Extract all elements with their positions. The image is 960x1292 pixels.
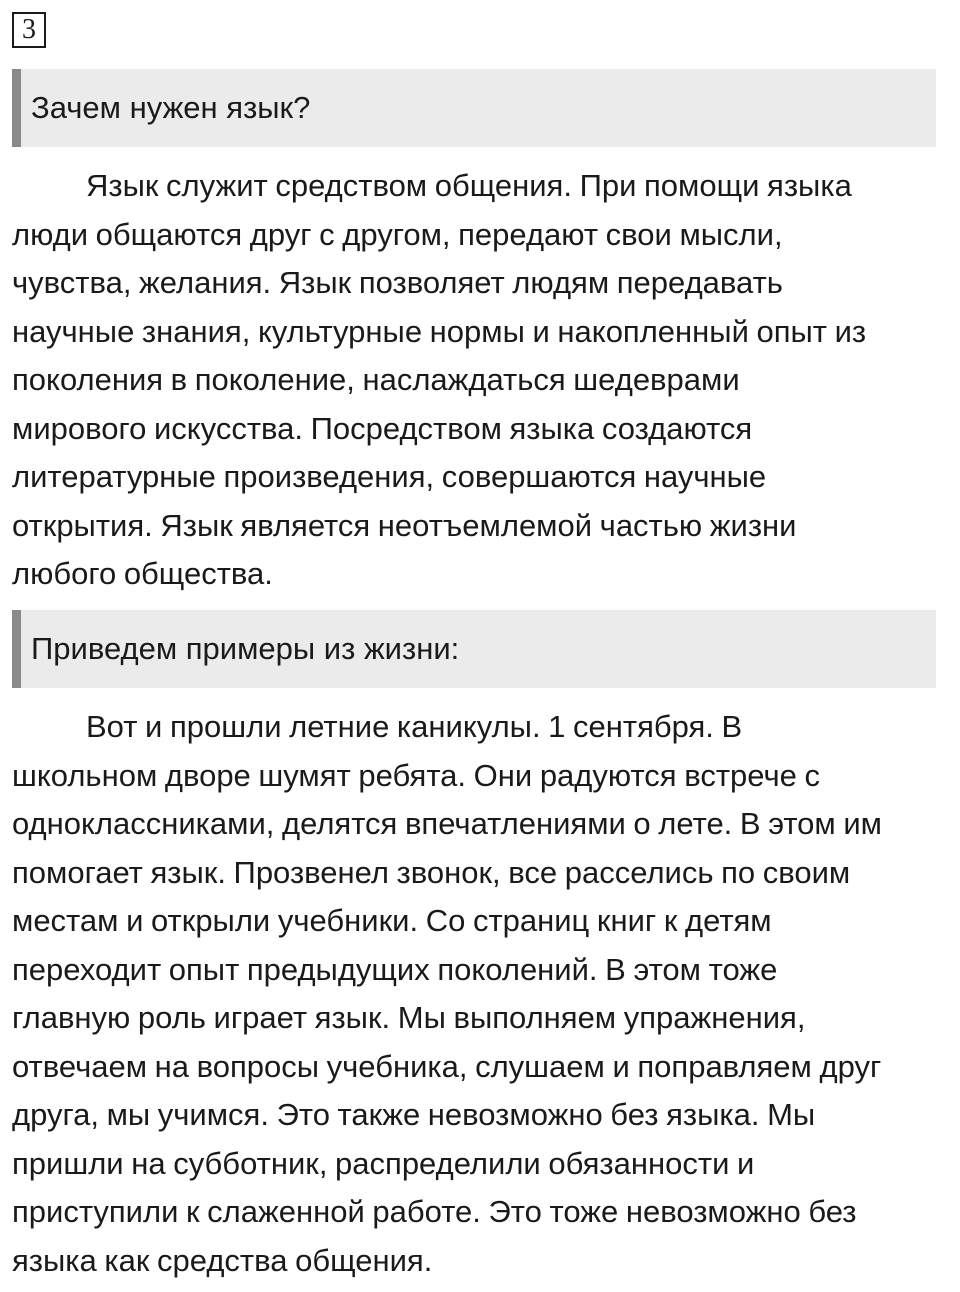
text-line: научные знания, культурные нормы и накопленный опыт из bbox=[12, 313, 867, 349]
text-line: отвечаем на вопросы учебника, слушаем и поправляем друг bbox=[12, 1048, 882, 1084]
text-line: Язык служит средством общения. При помощи языка bbox=[86, 168, 852, 203]
text-line: школьном дворе шумят ребята. Они радуются встрече с bbox=[12, 757, 820, 793]
text-line: люди общаются друг с другом, передают свои мысли, bbox=[12, 216, 783, 252]
text-line: приступили к слаженной работе. Это тоже невозможно без bbox=[12, 1194, 857, 1229]
text-line: переходит опыт предыдущих поколений. В этом тоже bbox=[12, 951, 778, 987]
text-line: Вот и прошли летние каникулы. 1 сентября. В bbox=[86, 709, 743, 744]
text-line: открытия. Язык является неотъемлемой частью жизни bbox=[12, 507, 797, 543]
section-heading-life-examples: Приведем примеры из жизни: bbox=[12, 610, 936, 688]
paragraph-why-language bbox=[12, 162, 952, 599]
text-line: языка как средства общения. bbox=[12, 1242, 433, 1278]
text-line: главную роль играет язык. Мы выполняем упражнения, bbox=[12, 1000, 806, 1035]
text-line: поколения в поколение, наслаждаться шедеврами bbox=[12, 362, 740, 397]
text-line: литературные произведения, совершаются научные bbox=[12, 459, 767, 494]
text-line: мирового искусства. Посредством языка создаются bbox=[12, 410, 753, 446]
text-line: одноклассниками, делятся впечатлениями о лете. В этом им bbox=[12, 806, 882, 841]
section-heading-why-language: Зачем нужен язык? bbox=[12, 69, 936, 147]
paragraph-life-examples bbox=[12, 703, 952, 1285]
text-line: помогает язык. Прозвенел звонок, все расселись по своим bbox=[12, 854, 851, 890]
text-line: чувства, желания. Язык позволяет людям передавать bbox=[12, 265, 783, 300]
text-line: местам и открыли учебники. Со страниц книг к детям bbox=[12, 903, 772, 938]
text-line: любого общества. bbox=[12, 556, 273, 591]
task-number-box: 3 bbox=[12, 12, 46, 48]
text-line: друга, мы учимся. Это также невозможно без языка. Мы bbox=[12, 1097, 816, 1132]
text-line: пришли на субботник, распределили обязанности и bbox=[12, 1145, 755, 1181]
